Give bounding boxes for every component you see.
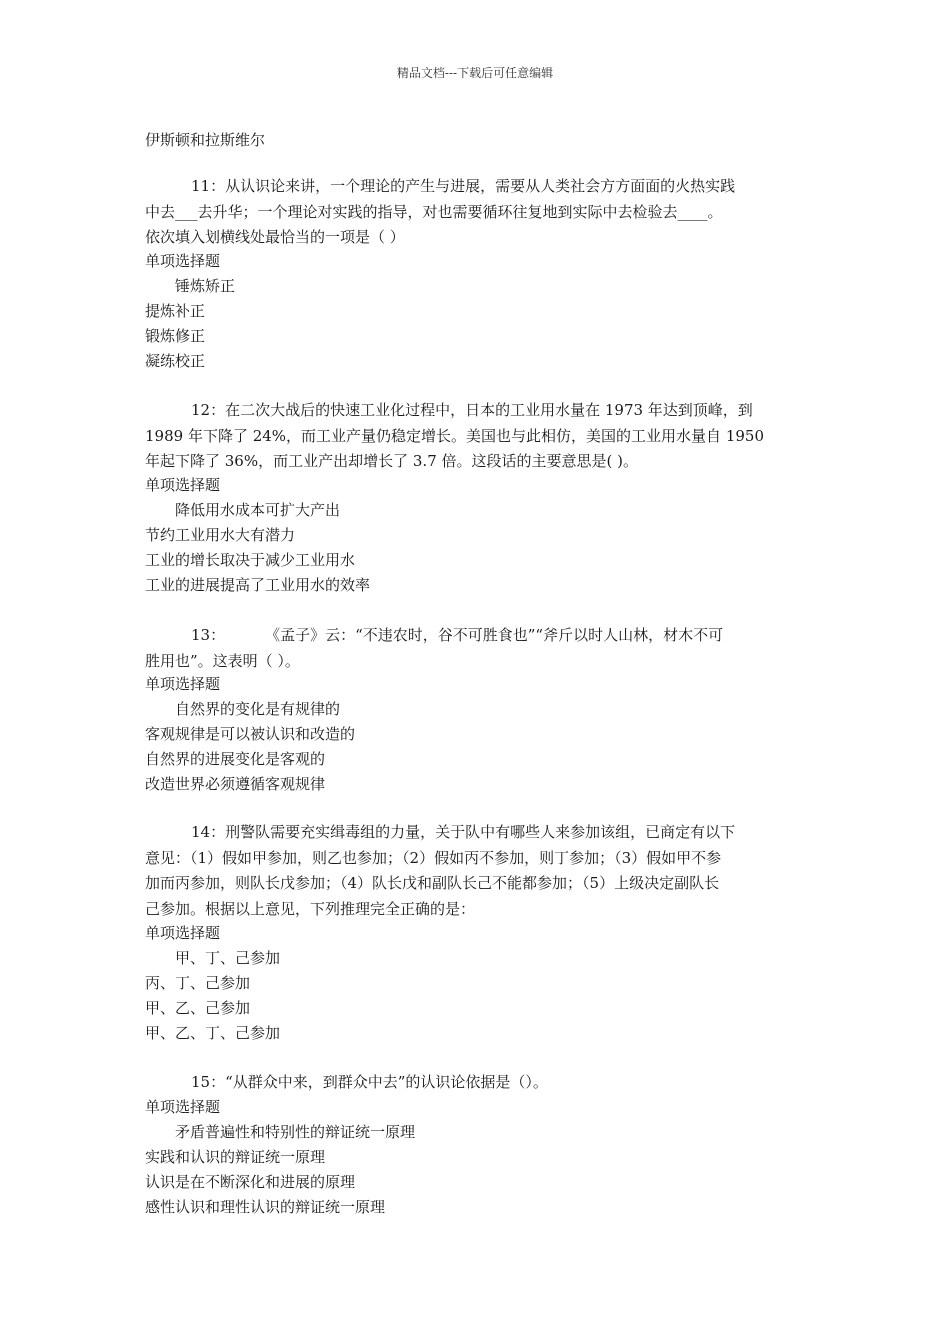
question-number: 13： (191, 626, 226, 644)
option-c: 认识是在不断深化和进展的原理 (145, 1173, 356, 1191)
question-11-stem (145, 174, 810, 251)
stem-line: 中去___去升华；一个理论对实践的指导，对也需要循环往复地到实际中去检验去____。 (145, 202, 723, 221)
page-header: 精品文档---下载后可任意编辑 (396, 66, 554, 80)
stem-line: 依次填入划横线处最恰当的一项是（ ） (145, 228, 405, 246)
option-b: 提炼补正 (145, 302, 206, 320)
option-b: 客观规律是可以被认识和改造的 (145, 725, 356, 743)
option-c: 工业的增长取决于减少工业用水 (145, 551, 356, 569)
option-d: 感性认识和理性认识的辩证统一原理 (145, 1198, 386, 1216)
question-type: 单项选择题 (145, 476, 221, 494)
option-d: 工业的进展提高了工业用水的效率 (145, 576, 371, 594)
question-type: 单项选择题 (145, 252, 221, 270)
option-d: 改造世界必须遵循客观规律 (145, 775, 326, 793)
stem-line: 意见：（1）假如甲参加，则乙也参加；（2）假如丙不参加，则丁参加；（3）假如甲不参 (145, 848, 722, 867)
question-14-stem (145, 820, 810, 922)
option-c: 锻炼修正 (145, 327, 206, 345)
stem-line: 胜用也”。这表明（ ）。 (145, 651, 300, 670)
stem-line: 12：在二次大战后的快速工业化过程中，日本的工业用水量在 1973 年达到顶峰，到 (191, 401, 753, 419)
option-c: 自然界的进展变化是客观的 (145, 750, 326, 768)
option-d: 凝练校正 (145, 352, 206, 370)
option-a: 自然界的变化是有规律的 (175, 700, 341, 718)
question-type: 单项选择题 (145, 924, 221, 942)
stem-line: 《孟子》云：“不违农时，谷不可胜食也”“斧斤以时人山林，材木不可 (265, 626, 724, 644)
question-12-stem (145, 398, 810, 475)
question-13-stem (145, 623, 810, 674)
stem-line: 14：刑警队需要充实缉毒组的力量，关于队中有哪些人来参加该组，已商定有以下 (191, 823, 736, 841)
option-b: 丙、丁、己参加 (145, 974, 251, 992)
option-a: 矛盾普遍性和特别性的辩证统一原理 (175, 1123, 416, 1141)
stem-line: 1989 年下降了 24%，而工业产量仍稳定增长。美国也与此相仿，美国的工业用水量自 1950 (145, 426, 764, 445)
option-d: 甲、乙、丁、己参加 (145, 1024, 281, 1042)
stem-line: 11：从认识论来讲，一个理论的产生与进展，需要从人类社会方方面面的火热实践 (191, 177, 736, 195)
stem-line: 加而丙参加，则队长戊参加；（4）队长戊和副队长己不能都参加；（5）上级决定副队长 (145, 874, 720, 892)
stem-line: 己参加。根据以上意见，下列推理完全正确的是： (145, 899, 476, 918)
option-b: 节约工业用水大有潜力 (145, 526, 296, 544)
option-a: 甲、丁、己参加 (175, 949, 281, 967)
option-b: 实践和认识的辩证统一原理 (145, 1148, 326, 1166)
option-a: 锤炼矫正 (175, 277, 236, 295)
question-type: 单项选择题 (145, 1098, 221, 1116)
question-15-stem (145, 1070, 810, 1096)
stem-line: 年起下降了 36%，而工业产出却增长了 3.7 倍。这段话的主要意思是( )。 (145, 452, 638, 470)
intro-text: 伊斯顿和拉斯维尔 (145, 131, 266, 149)
option-a: 降低用水成本可扩大产出 (175, 501, 341, 519)
option-c: 甲、乙、己参加 (145, 999, 251, 1017)
question-type: 单项选择题 (145, 675, 221, 693)
stem-line: 15：“从群众中来，到群众中去”的认识论依据是（）。 (191, 1073, 548, 1091)
